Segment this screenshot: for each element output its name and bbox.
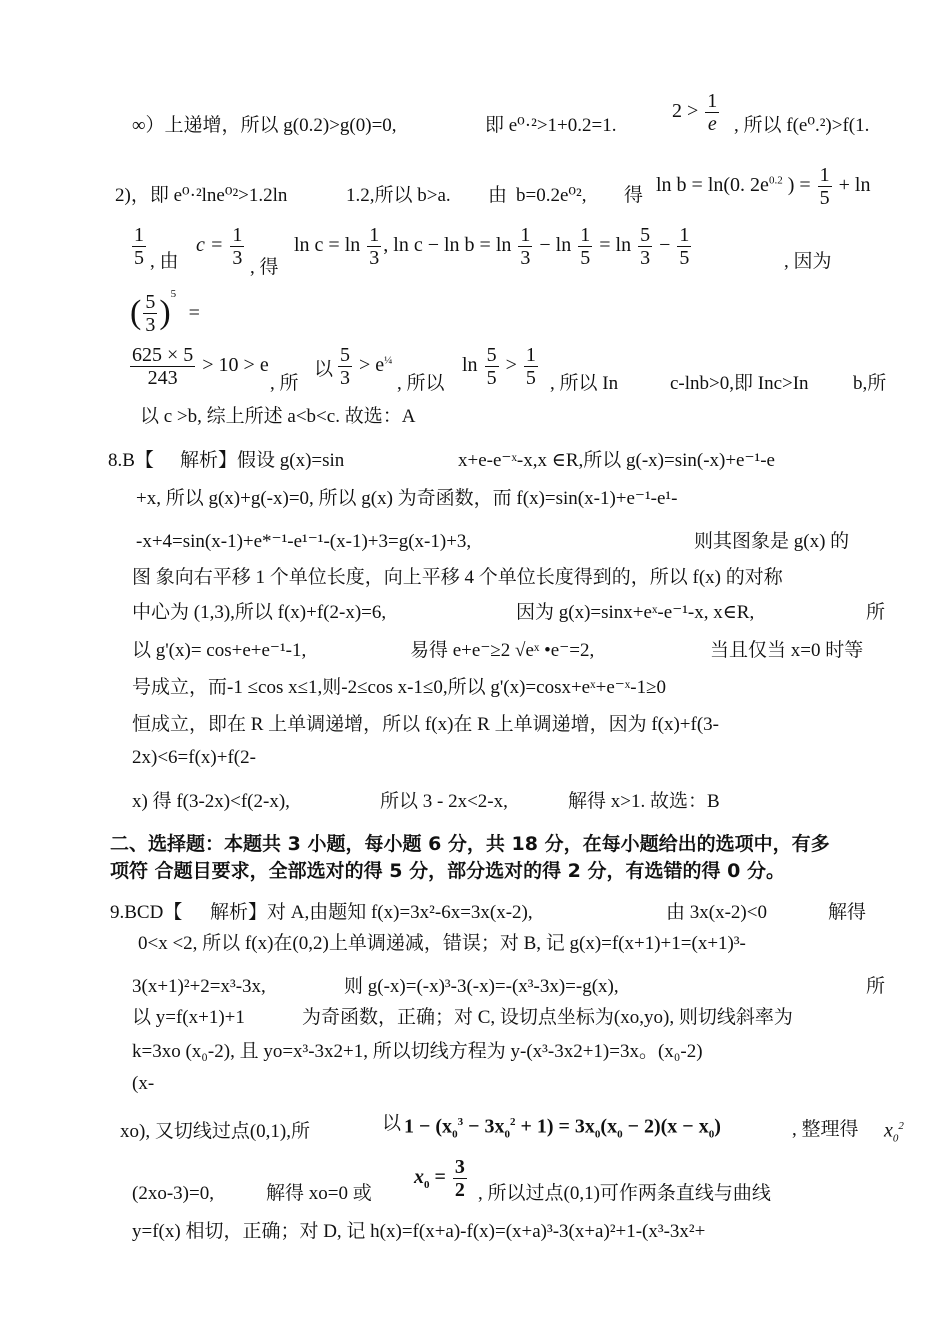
math-text: x: [884, 1119, 893, 1142]
denominator: 3: [145, 313, 156, 336]
denominator: 3: [232, 247, 243, 269]
math-text: ) =: [787, 174, 811, 197]
numerator: 5: [486, 344, 497, 366]
denominator: 3: [369, 247, 380, 269]
math-formula: [196, 224, 246, 269]
text-line: 得: [624, 185, 644, 206]
text-line: , 所: [270, 373, 299, 394]
math-formula: [130, 282, 200, 336]
numerator: 5: [145, 290, 156, 313]
text-line: xo), 又切线过点(0,1),所: [120, 1121, 310, 1142]
math-text: − 2)(x − x: [622, 1115, 709, 1138]
fraction: [578, 224, 592, 269]
text-line: 解得 xo=0 或: [266, 1183, 372, 1204]
numerator: 1: [525, 344, 536, 366]
text-line: 即 e⁰·²>1+0.2=1.: [485, 115, 617, 136]
denominator: 5: [580, 247, 591, 269]
math-text: −: [659, 234, 671, 257]
math-paren: (: [130, 294, 142, 332]
text-line: , 因为: [784, 251, 832, 272]
numerator: 1: [232, 224, 243, 246]
text-line: 所以 3 - 2x<2-x,: [380, 791, 508, 812]
fraction: [367, 224, 381, 269]
numerator: 1: [679, 224, 690, 246]
text-line: (2xo-3)=0,: [132, 1183, 214, 1204]
math-text: ln b = ln(0. 2e: [656, 174, 769, 197]
text-line: k=3xo (x₀-2), 且 yo=x³-3x2+1, 所以切线方程为 y-(x³-3x2+1)=3x。(x₀-2): [132, 1041, 703, 1062]
denominator: e: [707, 113, 717, 135]
fraction: [524, 344, 538, 389]
fraction: [485, 344, 499, 389]
text-line: b,所: [853, 373, 887, 394]
subscript: 0: [452, 1128, 458, 1141]
math-paren: ): [159, 294, 171, 332]
text-line: 所: [866, 602, 886, 623]
math-text: + ln: [838, 174, 871, 197]
math-text: − ln: [539, 234, 572, 257]
fraction: [132, 224, 146, 269]
numerator: 1: [369, 224, 380, 246]
math-formula: [130, 224, 148, 269]
math-formula: [404, 1110, 721, 1147]
text-line: 解得 x>1. 故选：B: [568, 791, 720, 812]
fraction: [818, 164, 832, 209]
denominator: 243: [147, 367, 178, 389]
text-line: 1.2,所以 b>a.: [346, 185, 451, 206]
text-line: 则 g(-x)=(-x)³-3(-x)=-(x³-3x)=-g(x),: [344, 976, 619, 997]
exponent: ¼: [384, 354, 393, 367]
text-line: 8.B【: [108, 450, 154, 471]
text-line: 当且仅当 x=0 时等: [710, 640, 864, 661]
text-line: 解得: [828, 902, 867, 923]
denominator: 5: [819, 187, 830, 209]
math-formula: [414, 1156, 469, 1201]
text-line: 图 象向右平移 1 个单位长度，向上平移 4 个单位长度得到的，所以 f(x) 的对称: [132, 567, 783, 588]
text-line: , 由: [150, 251, 179, 272]
math-formula: [656, 164, 870, 209]
math-text: 2 >: [672, 100, 699, 123]
math-text: > 10 > e: [202, 354, 269, 377]
denominator: 3: [640, 247, 651, 269]
denominator: 5: [525, 367, 536, 389]
numerator: 1: [580, 224, 591, 246]
denominator: 5: [134, 247, 144, 269]
text-line: 由: [488, 185, 508, 206]
math-text: = ln: [599, 234, 632, 257]
math-formula: [462, 344, 540, 389]
math-formula: [128, 344, 269, 389]
text-line: 号成立，而-1 ≤cos x≤1,则-2≤cos x-1≤0,所以 g'(x)=cosx+eˣ+e⁻ˣ-1≥0: [132, 677, 667, 698]
numerator: 1: [707, 90, 718, 112]
numerator: 5: [640, 224, 651, 246]
math-text: x: [414, 1166, 424, 1189]
fraction: [143, 291, 157, 336]
fraction: [130, 344, 195, 389]
math-text: > e: [359, 354, 385, 377]
denominator: 3: [340, 367, 350, 389]
section-heading: 项符 合题目要求，全部选对的得 5 分，部分选对的得 2 分，有选错的得 0 分。: [110, 860, 785, 882]
text-line: , 所以过点(0,1)可作两条直线与曲线: [478, 1183, 771, 1204]
text-line: , 得: [250, 257, 279, 278]
text-line: 所: [866, 976, 886, 997]
text-line: ∞）上递增，所以 g(0.2)>g(0)=0,: [132, 115, 397, 136]
math-formula: [336, 344, 392, 389]
numerator: 1: [819, 164, 830, 186]
math-text: =: [188, 302, 200, 325]
text-line: 因为 g(x)=sinx+eˣ-e⁻¹-x, x∈R,: [516, 602, 755, 623]
numerator: 1: [520, 224, 531, 246]
text-line: -x+4=sin(x-1)+e*⁻¹-e¹⁻¹-(x-1)+3=g(x-1)+3,: [136, 531, 472, 552]
section-heading: 二、选择题：本题共 3 小题，每小题 6 分，共 18 分，在每小题给出的选项中，有多: [110, 833, 830, 855]
text-line: 2)，即 e⁰·²lne⁰²>1.2ln: [115, 185, 288, 206]
numerator: 625 × 5: [132, 344, 194, 366]
math-text: =: [429, 1166, 446, 1189]
fraction: [677, 224, 691, 269]
exponent: 0.2: [768, 174, 783, 187]
text-line: 解析】假设 g(x)=sin: [180, 450, 345, 471]
text-line: 3(x+1)²+2=x³-3x,: [132, 976, 266, 997]
exponent: 2: [509, 1116, 516, 1128]
text-line: , 所以 f(e⁰.²)>f(1.: [734, 115, 870, 136]
text-line: 易得 e+e⁻≥2 √eˣ •e⁻=2,: [410, 640, 595, 661]
text-line: , 整理得: [792, 1119, 859, 1140]
exponent: 5: [170, 288, 177, 300]
text-line: 2x)<6=f(x)+f(2-: [132, 747, 256, 768]
math-text: + 1) = 3x: [515, 1115, 595, 1138]
fraction: [638, 224, 652, 269]
subscript: 0: [708, 1128, 715, 1141]
exponent: 3: [457, 1116, 464, 1128]
math-formula: [294, 224, 693, 269]
text-line: 由 3x(x-2)<0: [666, 902, 767, 923]
fraction: [453, 1156, 467, 1201]
subscript: 0: [504, 1128, 510, 1141]
denominator: 5: [486, 367, 497, 389]
subscript: 0: [617, 1128, 623, 1141]
subscript: 0: [892, 1132, 899, 1145]
math-text: , ln c − ln b = ln: [383, 234, 512, 257]
math-text: ): [714, 1115, 721, 1138]
exponent: 2: [898, 1120, 904, 1132]
numerator: 1: [134, 224, 144, 246]
text-line: y=f(x) 相切，正确；对 D, 记 h(x)=f(x+a)-f(x)=(x+a)³-3(x+a)²+1-(x³-3x²+: [132, 1221, 706, 1242]
text-line: 以: [314, 359, 334, 380]
text-line: 则其图象是 g(x) 的: [694, 531, 850, 552]
text-line: 以 c >b, 综上所述 a<b<c. 故选：A: [140, 406, 416, 427]
text-line: 解析】对 A,由题知 f(x)=3x²-6x=3x(x-2),: [210, 902, 533, 923]
math-text: ln c = ln: [294, 234, 361, 257]
denominator: 2: [454, 1179, 465, 1201]
numerator: 5: [340, 344, 350, 366]
text-line: b=0.2e⁰²,: [516, 185, 587, 206]
math-text: ln: [462, 354, 478, 377]
denominator: 3: [520, 247, 531, 269]
math-formula: [884, 1114, 904, 1151]
math-text: 1 − (x: [404, 1115, 453, 1138]
text-line: , 所以 In: [550, 373, 619, 394]
text-line: x) 得 f(3-2x)<f(2-x),: [132, 791, 290, 812]
text-line: 9.BCD【: [110, 902, 183, 923]
text-line: 中心为 (1,3),所以 f(x)+f(2-x)=6,: [132, 602, 387, 623]
denominator: 5: [679, 247, 690, 269]
text-line: 以 g'(x)= cos+e+e⁻¹-1,: [132, 640, 307, 661]
subscript: 0: [594, 1128, 601, 1141]
math-text: c =: [196, 234, 224, 257]
text-line: (x-: [132, 1073, 155, 1094]
fraction: [338, 344, 352, 389]
math-text: (x: [600, 1115, 618, 1138]
text-line: 为奇函数，正确；对 C, 设切点坐标为(xo,yo), 则切线斜率为: [302, 1007, 793, 1028]
fraction: [518, 224, 532, 269]
fraction: [705, 90, 719, 135]
text-line: , 所以: [397, 373, 445, 394]
text-line: 以: [382, 1113, 402, 1134]
text-line: 以 y=f(x+1)+1: [132, 1007, 245, 1028]
text-line: x+e-e⁻ˣ-x,x ∈R,所以 g(-x)=sin(-x)+e⁻¹-e: [458, 450, 775, 471]
math-text: >: [505, 354, 517, 377]
text-line: +x, 所以 g(x)+g(-x)=0, 所以 g(x) 为奇函数，而 f(x)=sin(x-1)+e⁻¹-e¹-: [136, 488, 678, 509]
text-line: c-lnb>0,即 Inc>In: [670, 373, 809, 394]
subscript: 0: [424, 1179, 430, 1192]
math-text: − 3x: [463, 1115, 505, 1138]
math-formula: [672, 90, 721, 135]
text-line: 0<x <2, 所以 f(x)在(0,2)上单调递减，错误；对 B, 记 g(x)=f(x+1)+1=(x+1)³-: [138, 933, 746, 954]
fraction: [230, 224, 244, 269]
numerator: 3: [454, 1156, 465, 1178]
text-line: 恒成立，即在 R 上单调递增，所以 f(x)在 R 上单调递增，因为 f(x)+f(3-: [132, 714, 720, 735]
